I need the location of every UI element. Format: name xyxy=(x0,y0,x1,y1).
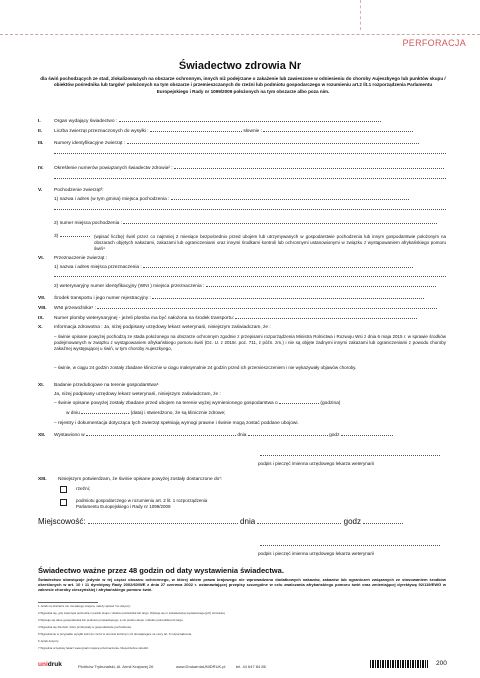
item-number: XIII. xyxy=(38,477,47,482)
item-label: Liczba zwierząt przeznaczonych do wysyłki : słownie : xyxy=(54,129,413,135)
validity-text: Świadectwo obowiązuje jedynie w tej części obszaru ochronnego, w której aktem prawa krajowego nie wprowadzono dodatkowych nakazów, zakazów lub ograniczeń związanych ze stosowaniem środków określonych w art. 10 i 11 dyrektywy Rady 2002/60/WE z dnia 27 czerwca 2002 r. ustanawiającej przepisy szczególne w celu zwalczania afrykańskiego pomoru świń oraz zmieniającej dyrektywę 92/119/EWG w zakresie choroby cieszyńskiej i afrykańskiego pomoru świń. xyxy=(38,577,446,593)
origin-number: 2) numer miejsca pochodzenia : xyxy=(54,221,437,227)
item-number: III. xyxy=(38,141,44,146)
exam-line-3: w dniu (data) i stwierdzono, że są klinicznie zdrowe; xyxy=(66,411,226,416)
fill-line xyxy=(54,274,446,280)
item-number: I. xyxy=(38,119,41,124)
footnote: 6 Jeżeli dotyczy. xyxy=(38,639,59,643)
slaughterhouse-checkbox[interactable] xyxy=(60,486,67,493)
business-operator-label: podmiotu gospodarczego w rozumieniu art. 2 lit. 1 rozporządzenia Parlamentu Europejskiego i Rady nr 1099/2009 xyxy=(76,498,208,509)
place-line: Miejscowość: dnia godz xyxy=(38,517,403,526)
item-label: Niniejszym potwierdzam, że świnie opisane powyżej zostały dostarczone do⁷: xyxy=(58,477,223,482)
signature-caption-2: podpis i pieczęć imienna urzędowego lekarza weterynarii xyxy=(258,551,374,556)
form-code: 200 xyxy=(436,660,447,667)
footnote: 5 Wypełnienie w przypadku wysyłki świń do rzeźni w terminie krótszym niż obowiązujące na mocy art. 5 rozporządzenia. xyxy=(38,632,192,636)
footnote: 1 Jeżeli na obszarze nie ma takiego miejsca, należy wpisać 'nie dotyczy'. xyxy=(38,604,132,608)
publisher-phone: tel. 44 647 84 86 xyxy=(236,664,266,669)
item-number: VII. xyxy=(38,296,46,301)
item-number: II. xyxy=(38,129,42,134)
origin-3-text: (wpisać liczbę) świń przez co najmniej 2 miesiące bezpośrednio przed ubojem lub utrzymywanych w gospodarstwie pochodzenia lub innym gospodarstwie położonym na obszarach objętych nakazami, zakazami lub ograniczeniami oraz innymi środkami kontroli lub ochronnymi ustanowionymi w związku z wystąpowaniem afrykańskiego pomoru świń⁴ xyxy=(94,234,446,251)
item-label: Numery identyfikacyjne zwierząt : xyxy=(54,141,419,147)
item-number: X. xyxy=(38,325,43,330)
item-label: Pochodzenie zwierząt³: xyxy=(54,188,104,193)
document-title: Świadectwo zdrowia Nr xyxy=(178,60,302,72)
footnote: 4 Wypełnia się dla świń, które przebywały w gospodarstwie pochodzenia. xyxy=(38,625,132,629)
item-label: Przeznaczenie zwierząt : xyxy=(54,256,108,261)
publisher-logo: unidruk xyxy=(38,661,62,668)
fill-line xyxy=(54,207,446,213)
origin-3-num: 3) xyxy=(54,234,90,240)
barcode xyxy=(370,660,428,668)
document-intro: dla świń pochodzących ze stad, zlokalizowanych na obszarze ochronnym, innych niż podejrzane o zakażenie lub zawieszone w odniesieniu do choroby Aujeszkyego lub punktów skupu / obiektów pośrednika lub targów¹ położonych na tym obszarze i przemieszczanych do rzeźni lub podmiotu gospodarczego w rozumieniu art.2 lit.1 rozporządzenia Parlamentu Europejskiego i Rady nr 1099/2009 położonych na tym obszarze albo poza nim. xyxy=(40,76,446,94)
exam-line-4: – rejestry i dokumentacja dotycząca tych zwierząt spełniają wymogi prawne i świnie mogą zostać poddane ubojowi. xyxy=(54,421,299,426)
footnote: 2 Wypełnia się, gdy zwierzęta pochodzą z punktu skupu / obiektu pośrednika lub targu. Wpisuje się nr świadectw(a) wystawionego(ych) wcześniej. xyxy=(38,611,226,615)
item-number: IX. xyxy=(38,316,44,321)
business-operator-checkbox[interactable] xyxy=(60,499,67,506)
item-number: XI. xyxy=(38,383,44,388)
signature-line xyxy=(260,453,440,459)
destination-address: 1) nazwa i adres miejsca przeznaczenia : xyxy=(54,265,413,271)
item-label: WNI przewoźnika⁵ : xyxy=(54,306,437,312)
issued-line: Wystawiono w dnia godz xyxy=(54,433,393,439)
item-number: IV. xyxy=(38,166,44,171)
item-label: Informacja zdrowotna : Ja, niżej podpisany urzędowy lekarz weterynarii, niniejszym zaświadczam, że : xyxy=(54,325,271,330)
item-label: Badanie przedubojowe na terenie gospodarstwa⁶ xyxy=(54,383,159,388)
destination-wni: 2) weterynaryjny numer identyfikacyjny (WNI ) miejsca przeznaczenia : xyxy=(54,284,436,290)
item-number: V. xyxy=(38,188,43,193)
health-info-2: – świnie, w ciągu 24 godzin zostały zbadane klinicznie w ciągu maksymalnie 24 godzin przed ich przemieszczeniem i nie wykazywały objawów choroby. xyxy=(54,365,357,370)
item-label: Środek transportu i jego numer rejestracyjny : xyxy=(54,296,424,302)
origin-address: 1) nazwa i adres (w tym gmina) miejsca pochodzenia : xyxy=(54,197,409,203)
footnote: 7 Wypełnia urzędowy lekarz weterynarii miejsca przeznaczenia. Niepotrzebne skreślić. xyxy=(38,646,149,650)
perforation-label: PERFORACJA xyxy=(402,38,466,48)
validity-title: Świadectwo ważne przez 48 godzin od daty wystawienia świadectwa. xyxy=(38,566,284,575)
footnote: 3 Wpisuje się dane gospodarstwa lub podmiotu prowadzącego, a nie punktu skupu / obiektu pośrednika lub targu. xyxy=(38,618,184,622)
fill-line xyxy=(54,151,446,157)
health-info-1: – świnie opisane powyżej pochodzą ze stada położonego na obszarze ochronnym zgodnie z przepisami rozporządzenia Ministra Rolnictwa i Rozwoju Wsi z dnia 6 maja 2015 r. w sprawie środków podejmowanych w związku z wystąpowaniem afrykańskiego pomoru świń (Dz. U. z 2015r. poz. 711, z późn. zm.) i nie są objęte żadnymi innymi zakazami lub ograniczeniami z powodu choroby zakaźnej występującej u świń, w tym choroby Aujeszkyego, xyxy=(54,334,446,351)
item-number: VIII. xyxy=(38,306,47,311)
exam-line-1: Ja, niżej podpisany urzędowy lekarz weterynarii, niniejszym zaświadczam, że : xyxy=(54,392,221,397)
publisher-address: Piotrków Trybunalski, Al. Armii Krajowej 26 xyxy=(78,664,154,669)
item-label: Numer plomby weterynaryjnej - jeżeli plomba ma być nałożona na środek transportu: xyxy=(54,316,417,322)
perforation-mark xyxy=(360,0,361,30)
footnote-rule xyxy=(38,602,98,603)
item-label: Określenie numerów powiązanych świadectw zdrowia² : xyxy=(54,166,444,172)
perforation-line xyxy=(0,34,480,35)
signature-caption: podpis i pieczęć imienna urzędowego lekarza weterynarii xyxy=(258,461,374,466)
signature-line-2 xyxy=(260,543,440,549)
item-number: VI. xyxy=(38,256,44,261)
item-number: XII. xyxy=(38,433,46,438)
publisher-website[interactable]: www.DrukarniaUNIDRUK.pl xyxy=(176,664,226,669)
item-label: Organ wydający świadectwo : xyxy=(54,119,381,125)
slaughterhouse-label: rzeźni; xyxy=(76,487,91,492)
fill-line xyxy=(54,176,446,182)
exam-line-2: – świnie opisane powyżej zostały zbadane przed ubojem na terenie wyżej wymienionego gospodarstwa o (godzina) xyxy=(54,401,341,406)
